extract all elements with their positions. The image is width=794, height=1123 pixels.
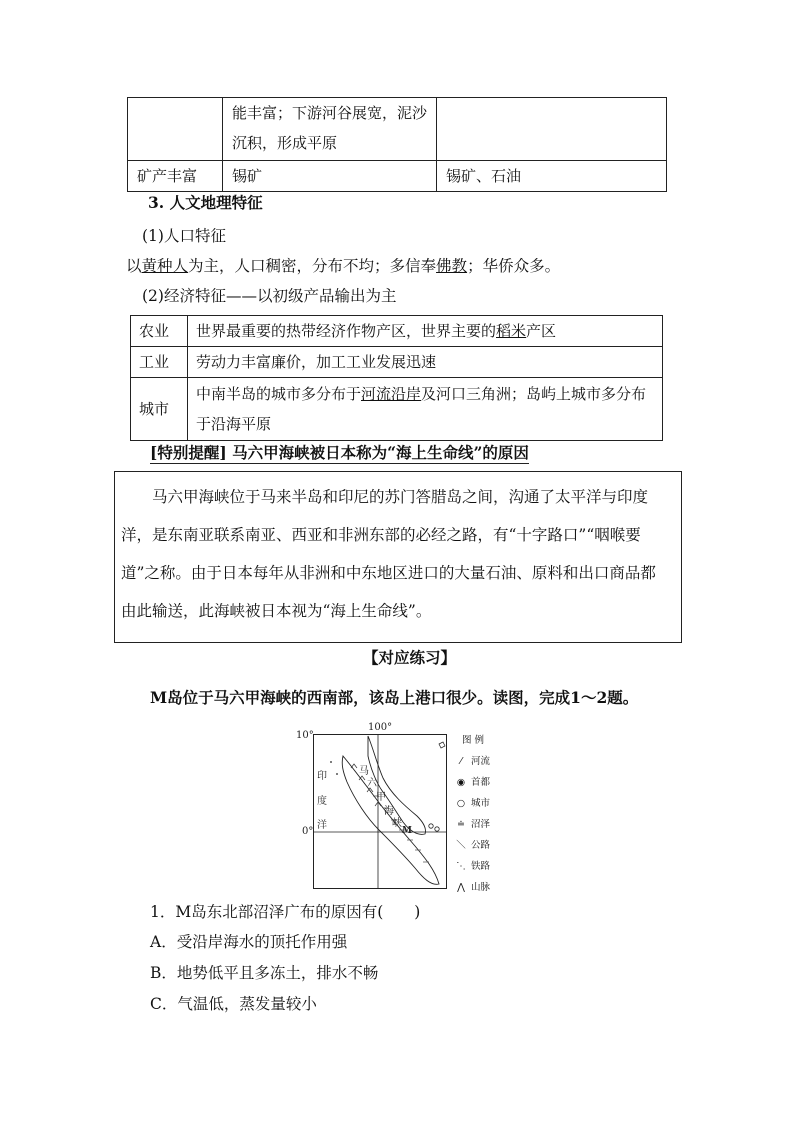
table-cell: 锡矿	[223, 161, 437, 192]
indian-ocean-char-2: 度	[317, 796, 327, 807]
population-heading: (1)人口特征	[142, 227, 226, 245]
table-cell: 锡矿、石油	[437, 161, 667, 192]
legend-item-mountain: ⋀ 山脉	[454, 877, 490, 898]
practice-intro: M岛位于马六甲海峡的西南部，该岛上港口很少。读图，完成1～2题。	[150, 688, 639, 707]
landform-mineral-table	[127, 97, 667, 192]
road-icon: ＼	[456, 840, 466, 851]
table-row	[131, 316, 663, 347]
strait-char-4: 海	[384, 806, 394, 817]
railway-icon: ⋱	[456, 861, 466, 872]
legend-item-capital: ◉ 首都	[454, 772, 490, 793]
river-icon: ⁄	[460, 756, 462, 767]
strait-char-2: 六	[367, 778, 377, 789]
tip-heading: [特别提醒] 马六甲海峡被日本称为“海上生命线”的原因	[150, 443, 529, 462]
keyword-underlined: 河流沿岸	[361, 385, 422, 403]
question-stem: 1．M岛东北部沼泽广布的原因有( )	[150, 903, 421, 921]
table-cell: 中南半岛的城市多分布于河流沿岸及河口三角洲；岛屿上城市多分布于沿海平原	[188, 378, 663, 441]
legend-title: 图 例	[462, 735, 485, 746]
capital-icon: ◉	[456, 777, 466, 788]
mountain-icon: ⋀	[457, 882, 465, 893]
legend-item-city: ○ 城市	[454, 793, 490, 814]
strait-char-5: 峡	[392, 818, 402, 829]
table-cell: 能丰富；下游河谷展宽，泥沙沉积，形成平原	[223, 98, 437, 161]
row-label-mineral: 矿产丰富	[128, 161, 223, 192]
lat-10-label: 10°	[296, 730, 314, 741]
lat-0-label: 0°	[302, 826, 314, 837]
option-c: C．气温低，蒸发量较小	[150, 995, 317, 1013]
legend-item-river: ⁄ 河流	[454, 751, 490, 772]
lon-100-label: 100°	[368, 722, 393, 733]
malacca-map	[292, 722, 522, 892]
table-cell	[437, 98, 667, 161]
swamp-icon: ≐	[457, 819, 465, 830]
option-b: B．地势低平且多冻土，排水不畅	[150, 964, 379, 982]
city-icon: ○	[456, 798, 466, 809]
row-label-agriculture: 农业	[131, 316, 188, 347]
table-row	[131, 347, 663, 378]
keyword-underlined: 佛教	[436, 257, 468, 275]
economy-heading: (2)经济特征——以初级产品输出为主	[142, 287, 397, 305]
indian-ocean-char-1: 印	[317, 771, 327, 782]
practice-heading: 【对应练习】	[363, 648, 457, 667]
keyword-underlined: 稻米	[496, 322, 527, 340]
tip-box	[114, 471, 682, 643]
table-cell: 世界最重要的热带经济作物产区，世界主要的稻米产区	[188, 316, 663, 347]
m-island-label: M	[402, 826, 412, 836]
table-row	[128, 98, 667, 161]
section-heading: 3. 人文地理特征	[148, 193, 263, 212]
economy-table	[130, 315, 663, 441]
strait-char-1: 马	[359, 766, 369, 777]
option-a: A．受沿岸海水的顶托作用强	[150, 933, 348, 951]
row-label-empty	[128, 98, 223, 161]
table-row	[128, 161, 667, 192]
population-text: 以黄种人为主，人口稠密，分布不均；多信奉佛教；华侨众多。	[126, 257, 561, 275]
tip-body: 马六甲海峡位于马来半岛和印尼的苏门答腊岛之间，沟通了太平洋与印度洋，是东南亚联系南亚、西亚和非洲东部的必经之路，有“十字路口”“咽喉要道”之称。由于日本每年从非洲和中东地区进口的大量石油、原料和出口商品都由此输送，此海峡被日本视为“海上生命线”。	[121, 488, 656, 620]
row-label-city: 城市	[131, 378, 188, 441]
legend-item-railway: ⋱ 铁路	[454, 856, 490, 877]
legend-item-swamp: ≐ 沼泽	[454, 814, 490, 835]
map-legend	[454, 730, 490, 898]
island-dot	[330, 761, 332, 763]
row-label-industry: 工业	[131, 347, 188, 378]
table-row	[131, 378, 663, 441]
indian-ocean-char-3: 洋	[317, 820, 327, 831]
table-cell: 劳动力丰富廉价，加工工业发展迅速	[188, 347, 663, 378]
island-dot	[336, 773, 338, 775]
legend-item-road: ＼ 公路	[454, 835, 490, 856]
strait-char-3: 甲	[376, 792, 386, 803]
keyword-underlined: 黄种人	[141, 257, 189, 275]
